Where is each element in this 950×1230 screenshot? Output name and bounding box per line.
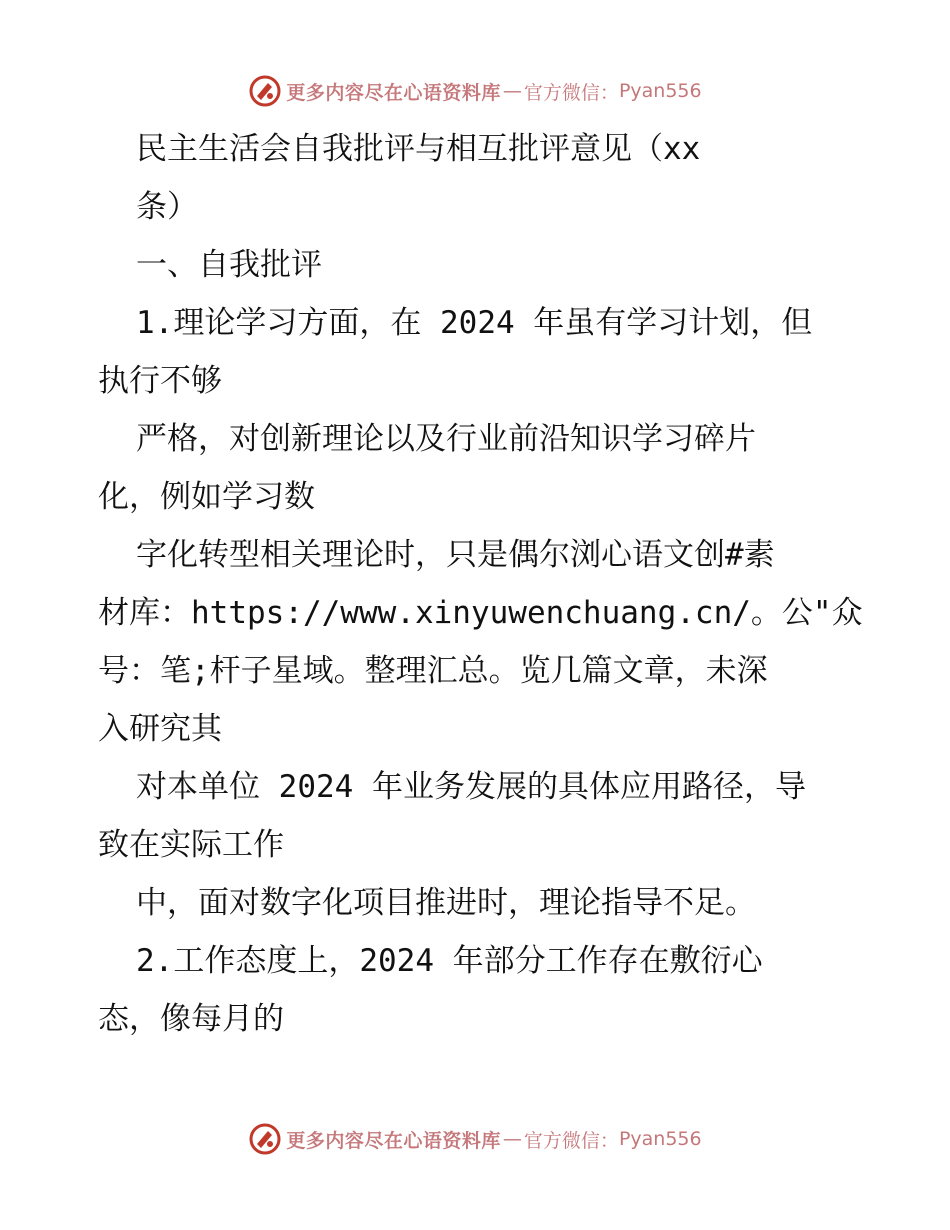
text-line: 严格，对创新理论以及行业前沿知识学习碎片 xyxy=(136,421,756,457)
text-line: 入研究其 xyxy=(98,711,222,747)
banner-separator: — xyxy=(502,1128,522,1150)
text-line: 中，面对数字化项目推进时，理论指导不足。 xyxy=(136,885,756,921)
text-line: 条） xyxy=(136,189,198,225)
text-line: 态，像每月的 xyxy=(98,1001,284,1037)
text-line: 对本单位 2024 年业务发展的具体应用路径，导 xyxy=(136,769,806,805)
banner-wechat-id: Pyan556 xyxy=(618,1128,702,1150)
document-body xyxy=(98,120,863,1048)
brand-logo-icon xyxy=(248,1122,282,1156)
banner-label: 官方微信： xyxy=(523,1129,619,1152)
text-line: 民主生活会自我批评与相互批评意见（xx xyxy=(136,131,701,167)
text-line: 2.工作态度上，2024 年部分工作存在敷衍心 xyxy=(136,943,763,979)
text-line: 一、自我批评 xyxy=(136,247,322,283)
banner-main-text: 更多内容尽在心语资料库 xyxy=(286,81,501,104)
banner-label: 官方微信： xyxy=(523,81,619,104)
text-line: 材库：https://www.xinyuwenchuang.cn/。公"众 xyxy=(98,595,863,631)
footer-watermark xyxy=(0,1119,950,1159)
text-line: 号：笔;杆子星域。整理汇总。览几篇文章，未深 xyxy=(98,653,768,689)
banner-separator: — xyxy=(502,80,522,102)
text-line: 字化转型相关理论时，只是偶尔浏心语文创#素 xyxy=(136,537,775,573)
header-watermark xyxy=(0,71,950,111)
banner-main-text: 更多内容尽在心语资料库 xyxy=(286,1129,501,1152)
text-line: 致在实际工作 xyxy=(98,827,284,863)
text-line: 化，例如学习数 xyxy=(98,479,315,515)
brand-logo-icon xyxy=(248,74,282,108)
text-line: 1.理论学习方面，在 2024 年虽有学习计划，但 xyxy=(136,305,813,341)
text-line: 执行不够 xyxy=(98,363,222,399)
banner-wechat-id: Pyan556 xyxy=(618,80,702,102)
